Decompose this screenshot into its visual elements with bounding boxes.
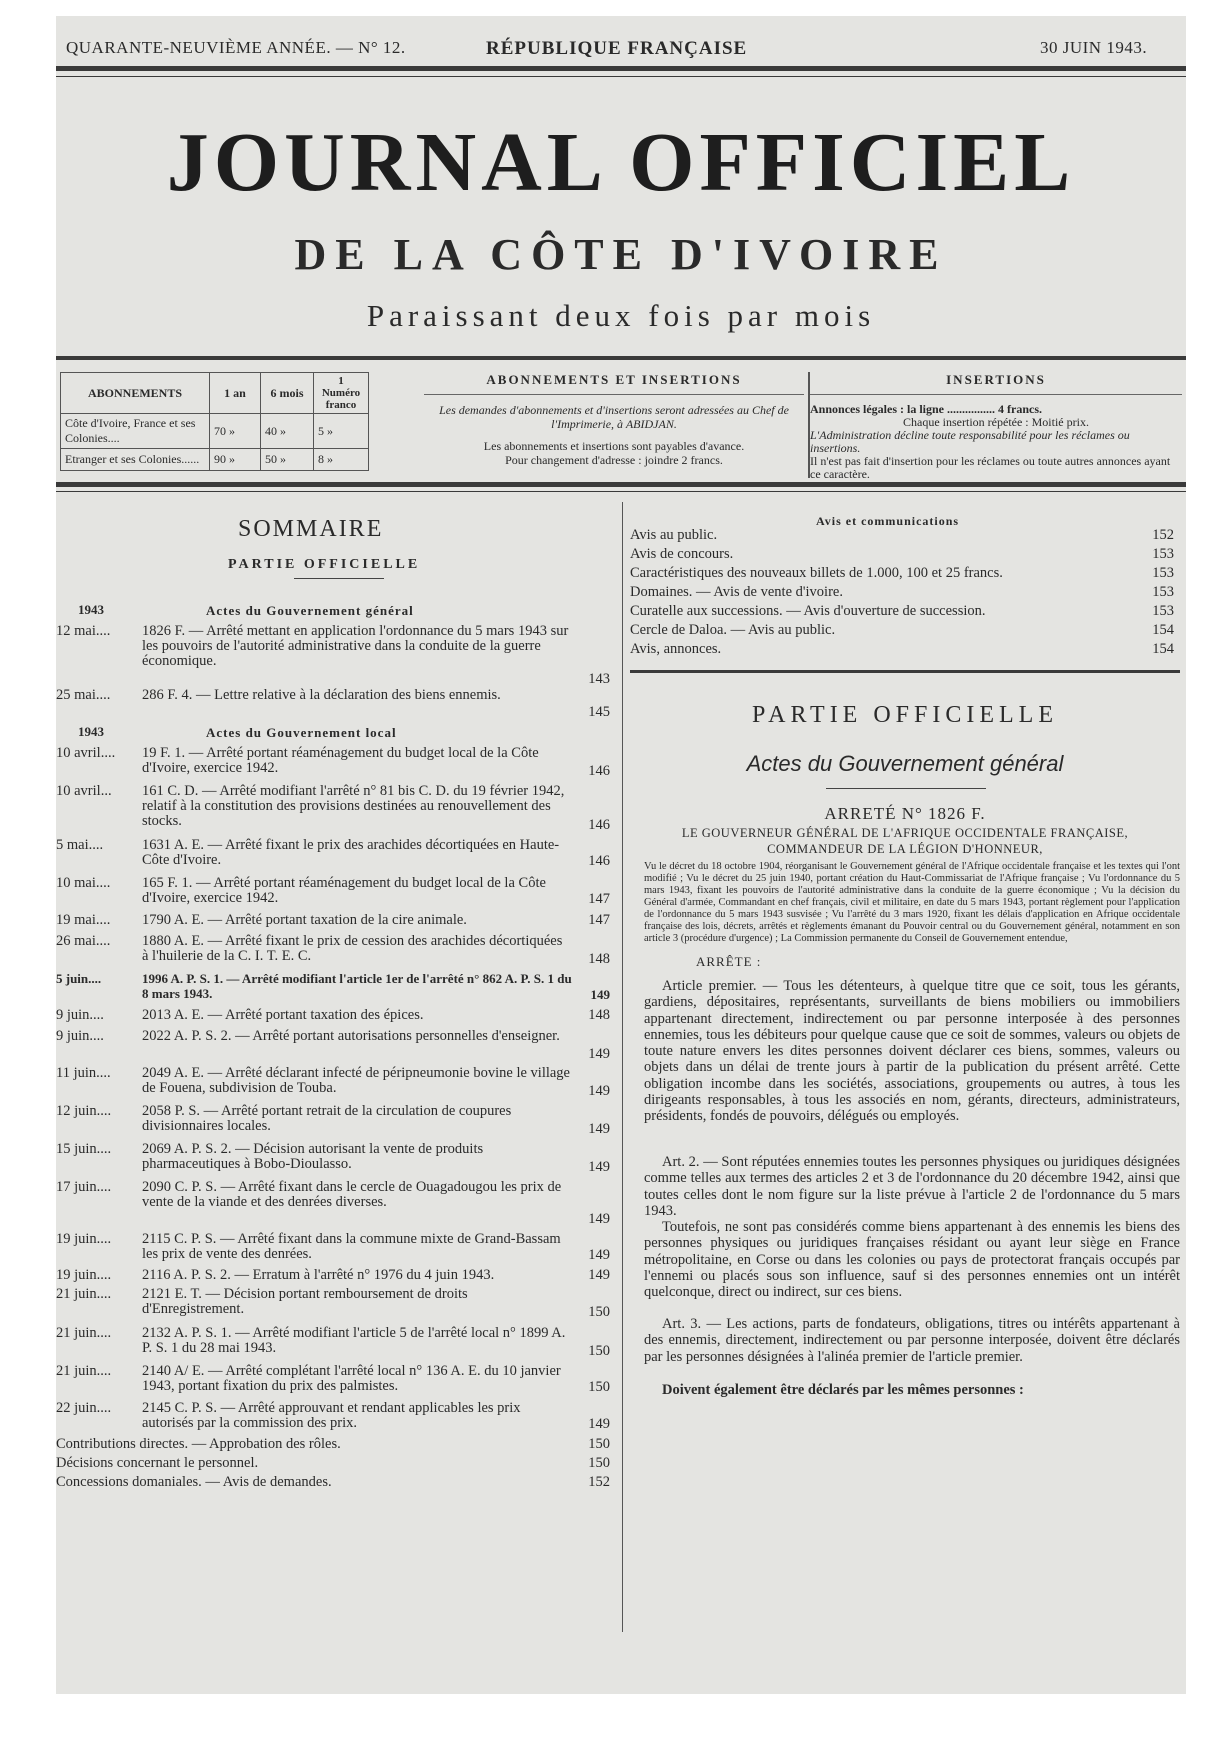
sub-row1-1an: 70 » — [210, 414, 261, 449]
avis-page: 153 — [1152, 603, 1174, 619]
sommaire-rule — [294, 578, 384, 579]
tail-page: 150 — [588, 1436, 610, 1452]
entry-date: 10 mai.... — [56, 875, 111, 891]
entry-text: 286 F. 4. — Lettre relative à la déclaration des biens ennemis. — [142, 687, 501, 703]
entry-page: 146 — [588, 817, 610, 833]
entry-text: 2140 A/ E. — Arrêté complétant l'arrêté local n° 136 A. E. du 10 janvier 1943, portant fixation du prix des palmistes. — [142, 1363, 561, 1394]
sub-header-numero: 1 Numéro franco — [314, 373, 369, 414]
sub-row1-label: Côte d'Ivoire, France et ses Colonies.... — [61, 414, 210, 449]
abonnements-line1: Les demandes d'abonnements et d'insertions seront adressées au Chef de l'Imprimerie, à ABIDJAN. — [439, 403, 789, 431]
avis-item — [630, 584, 1180, 601]
group1-title: Actes du Gouvernement général — [206, 603, 414, 618]
avis-text: Caractéristiques des nouveaux billets de 1.000, 100 et 25 francs. — [630, 565, 1003, 581]
entry-date: 19 juin.... — [56, 1267, 112, 1283]
masthead-subtitle: DE LA CÔTE D'IVOIRE — [294, 230, 948, 279]
avis-item — [630, 546, 1180, 563]
group2-title: Actes du Gouvernement local — [206, 725, 397, 740]
entry-page: 148 — [588, 1007, 610, 1023]
entry-date: 10 avril.... — [56, 745, 116, 761]
avis-item — [630, 603, 1180, 620]
entry-date: 10 avril... — [56, 783, 112, 799]
entry-text: 1996 A. P. S. 1. — Arrêté modifiant l'article 1er de l'arrêté n° 862 A. P. S. 1 du 8 mars 1943. — [142, 971, 572, 1001]
entry-page: 147 — [588, 891, 610, 907]
sommaire-partie: PARTIE OFFICIELLE — [228, 557, 421, 572]
insertions-line1: Annonces légales : la ligne ................ 4 francs. — [810, 402, 1042, 416]
avis-text: Cercle de Daloa. — Avis au public. — [630, 622, 836, 638]
abonnements-insertions-box — [424, 372, 804, 467]
masthead-title: JOURNAL OFFICIEL — [166, 116, 1076, 209]
group1-year: 1943 — [78, 602, 104, 617]
arrete-title: ARRETÉ N° 1826 F. — [824, 804, 986, 823]
article-3-suite: Doivent également être déclarés par les mêmes personnes : — [662, 1382, 1024, 1398]
subscription-table — [60, 372, 369, 471]
sub-header-1an: 1 an — [210, 373, 261, 414]
entry-page: 146 — [588, 853, 610, 869]
entry-text: 2145 C. P. S. — Arrêté approuvant et rendant applicables les prix autorisés par la commission des prix. — [142, 1400, 521, 1431]
tail-page: 150 — [588, 1455, 610, 1471]
article-premier: Article premier. — Tous les détenteurs, à quelque titre que ce soit, tous les gérants, gardiens, dépositaires, représentants, surveillants de biens mobiliers ou immobiliers appartenant directement, indirectement ou par personne interposée à des personnes ennemies, tous les débiteurs pour quelque cause que ce soit de sommes, valeurs ou objets de toute nature envers les dites personnes doivent déclarer ces biens, sommes, valeurs ou objets dans un délai de trente jours à partir de la publication du présent arrêté. Cette obligation incombe dans les sociétés, associations, groupements ou autres, à tous les dirigeants responsables, à tous les associés en nom, gérants, directeurs, administrateurs, présidents, fondés de pouvoirs, délégués ou employés. — [644, 978, 1180, 1125]
entry-page: 149 — [588, 1121, 610, 1137]
sub-header-abonnements: ABONNEMENTS — [61, 373, 210, 414]
entry-text: 1826 F. — Arrêté mettant en application l'ordonnance du 5 mars 1943 sur les pouvoirs de l'autorité administrative dans la conduite de la guerre économique. — [142, 623, 569, 669]
sub-row2-1an: 90 » — [210, 449, 261, 471]
group2-year: 1943 — [78, 724, 104, 739]
entry-date: 5 juin.... — [56, 971, 102, 986]
column-divider — [622, 502, 623, 1632]
entry-page: 150 — [588, 1304, 610, 1320]
header-republique: RÉPUBLIQUE FRANÇAISE — [486, 38, 748, 59]
entry-date: 15 juin.... — [56, 1141, 112, 1157]
sub-row1-6mois: 40 » — [261, 414, 314, 449]
gouvernement-general-heading: Actes du Gouvernement général — [746, 751, 1064, 776]
box-bottom-rule — [56, 482, 1186, 487]
entry-date: 21 juin.... — [56, 1325, 112, 1341]
entry-page: 145 — [588, 704, 610, 720]
entry-page: 149 — [588, 1159, 610, 1175]
entry-page: 149 — [588, 1083, 610, 1099]
authority-line1: LE GOUVERNEUR GÉNÉRAL DE L'AFRIQUE OCCIDENTALE FRANÇAISE, — [681, 826, 1129, 840]
avis-rule — [630, 670, 1180, 673]
avis-page: 153 — [1152, 565, 1174, 581]
sub-header-6mois: 6 mois — [261, 373, 314, 414]
avis-item — [630, 641, 1180, 658]
entry-date: 11 juin.... — [56, 1065, 111, 1081]
entry-page: 149 — [588, 1247, 610, 1263]
header-rule — [56, 66, 1186, 71]
heading-rule — [826, 788, 986, 789]
avis-item — [630, 527, 1180, 544]
tail-text: Contributions directes. — Approbation des rôles. — [56, 1436, 341, 1452]
entry-text: 19 F. 1. — Arrêté portant réaménagement du budget local de la Côte d'Ivoire, exercice 1942. — [142, 745, 539, 776]
entry-text: 2132 A. P. S. 1. — Arrêté modifiant l'article 5 de l'arrêté local n° 1899 A. P. S. 1 du 28 mai 1943. — [142, 1325, 566, 1356]
entry-page: 150 — [588, 1343, 610, 1359]
avis-page: 153 — [1152, 584, 1174, 600]
entry-date: 17 juin.... — [56, 1179, 112, 1195]
entry-text: 161 C. D. — Arrêté modifiant l'arrêté n° 81 bis C. D. du 19 février 1942, relatif à la constitution des provisions destinées au renouvellement des stocks. — [142, 783, 565, 829]
insertions-title: INSERTIONS — [810, 372, 1182, 395]
entry-text: 2058 P. S. — Arrêté portant retrait de la circulation de coupures divisionnaires locales. — [142, 1103, 512, 1134]
arrete-label: ARRÊTE : — [696, 954, 762, 969]
entry-page: 149 — [588, 1046, 610, 1062]
entry-text: 165 F. 1. — Arrêté portant réaménagement du budget local de la Côte d'Ivoire, exercice 1942. — [142, 875, 546, 906]
entry-page: 149 — [588, 1267, 610, 1283]
sommaire-title: SOMMAIRE — [238, 516, 384, 542]
entry-page: 147 — [588, 912, 610, 928]
entry-text: 1631 A. E. — Arrêté fixant le prix des arachides décortiquées en Haute-Côte d'Ivoire. — [142, 837, 560, 868]
tail-page: 152 — [588, 1474, 610, 1490]
entry-date: 22 juin.... — [56, 1400, 112, 1416]
avis-title: Avis et communications — [816, 514, 960, 528]
entry-text: 2022 A. P. S. 2. — Arrêté portant autorisations personnelles d'enseigner. — [142, 1028, 560, 1044]
avis-page: 154 — [1152, 622, 1174, 638]
entry-date: 5 mai.... — [56, 837, 104, 853]
masthead-rule — [56, 356, 1186, 360]
article-2-toutefois: Toutefois, ne sont pas considérés comme biens appartenant à des ennemis les biens des personnes physiques ou juridiques françaises résidant ou ayant leur siège en France métropolitaine, en Corse ou dans les colonies ou pays de protectorat français occupés par l'ennemi ou placés sous son influence, sauf si des personnes ennemies ont un intérêt quelconque, direct ou indirect, sur ces biens. — [644, 1219, 1180, 1301]
avis-page: 152 — [1152, 527, 1174, 543]
entry-page: 150 — [588, 1379, 610, 1395]
entry-text: 2121 E. T. — Décision portant remboursement de droits d'Enregistrement. — [142, 1286, 468, 1317]
box-bottom-rule-thin — [56, 491, 1186, 492]
entry-page: 149 — [588, 1211, 610, 1227]
partie-officielle-title: PARTIE OFFICIELLE — [751, 702, 1058, 728]
avis-text: Avis de concours. — [630, 546, 734, 562]
entry-date: 19 mai.... — [56, 912, 111, 928]
entry-text: 2115 C. P. S. — Arrêté fixant dans la commune mixte de Grand-Bassam les prix de vente des denrées. — [142, 1231, 561, 1262]
header-rule-thin — [56, 76, 1186, 77]
entry-date: 21 juin.... — [56, 1286, 112, 1302]
insertions-line4: Il n'est pas fait d'insertion pour les réclames ou toute autres annonces ayant ce caractère. — [810, 454, 1171, 481]
entry-text: 1880 A. E. — Arrêté fixant le prix de cession des arachides décortiquées à l'huilerie de la C. I. T. E. C. — [142, 933, 563, 964]
entry-text: 2090 C. P. S. — Arrêté fixant dans le cercle de Ouagadougou les prix de vente de la viande et des denrées diverses. — [142, 1179, 562, 1210]
sub-row2-6mois: 50 » — [261, 449, 314, 471]
entry-text: 2116 A. P. S. 2. — Erratum à l'arrêté n° 1976 du 4 juin 1943. — [142, 1267, 495, 1283]
entry-date: 25 mai.... — [56, 687, 111, 703]
insertions-line2: Chaque insertion répétée : Moitié prix. — [903, 415, 1089, 429]
entry-date: 12 juin.... — [56, 1103, 112, 1119]
entry-date: 26 mai.... — [56, 933, 111, 949]
journal-page — [56, 16, 1186, 1694]
abonnements-insertions-title: ABONNEMENTS ET INSERTIONS — [424, 372, 804, 395]
avis-page: 154 — [1152, 641, 1174, 657]
entry-page: 143 — [588, 671, 610, 687]
entry-date: 9 juin.... — [56, 1007, 104, 1023]
entry-page: 148 — [588, 951, 610, 967]
header-issue: QUARANTE-NEUVIÈME ANNÉE. — N° 12. — [66, 38, 406, 57]
header-date: 30 JUIN 1943. — [1040, 38, 1148, 57]
avis-page: 153 — [1152, 546, 1174, 562]
abonnements-line3: Pour changement d'adresse : joindre 2 francs. — [505, 453, 723, 467]
entry-date: 21 juin.... — [56, 1363, 112, 1379]
insertions-box — [810, 372, 1182, 481]
sub-row2-numero: 8 » — [314, 449, 369, 471]
insertions-line3: L'Administration décline toute responsabilité pour les réclames ou insertions. — [810, 428, 1130, 455]
authority-line2: COMMANDEUR DE LA LÉGION D'HONNEUR, — [767, 842, 1043, 856]
masthead-periodicity: Paraissant deux fois par mois — [366, 298, 876, 333]
article-3: Art. 3. — Les actions, parts de fondateurs, obligations, titres ou intérêts appartenant à des ennemis, directement, indirectement ou par personne interposée, doivent être déclarés par les personnes désignées à l'alinéa premier de l'article premier. — [644, 1316, 1180, 1365]
tail-text: Décisions concernant le personnel. — [56, 1455, 259, 1471]
vu-considerants: Vu le décret du 18 octobre 1904, réorganisant le Gouvernement général de l'Afrique occidentale française et les textes qui l'ont modifié ; Vu le décret du 25 juin 1940, portant création du Haut-Commissariat de l'Afrique française ; Vu l'ordonnance du 5 mars 1943, fixant les pouvoirs de l'autorité administrative dans la conduite de la guerre économique ; Vu la décision du Général d'armée, Commandant en chef français, civil et militaire, en date du 5 mars 1943, portant règlement pour l'application de l'ordonnance du 5 mars 1943 susvisée ; Vu l'arrêté du 3 mars 1920, fixant les délais d'application en Afrique occidentale française des lois, décrets, arrêtés et règlements émanant du Pouvoir central ou du Gouvernement général, notamment en son article 3 (procédure d'urgence) ; La Commission permanente du Conseil de Gouvernement entendue, — [644, 861, 1180, 944]
entry-date: 19 juin.... — [56, 1231, 112, 1247]
avis-text: Curatelle aux successions. — Avis d'ouverture de succession. — [630, 603, 986, 619]
entry-text: 2069 A. P. S. 2. — Décision autorisant la vente de produits pharmaceutiques à Bobo-Dioulasso. — [142, 1141, 484, 1172]
sub-row2-label: Etranger et ses Colonies...... — [61, 449, 210, 471]
avis-item — [630, 565, 1180, 582]
avis-item — [630, 622, 1180, 639]
avis-text: Avis, annonces. — [630, 641, 722, 657]
entry-text: 1790 A. E. — Arrêté portant taxation de la cire animale. — [142, 912, 467, 928]
entry-page: 146 — [588, 763, 610, 779]
article-2: Art. 2. — Sont réputées ennemies toutes les personnes physiques ou juridiques désignées comme telles aux termes des articles 2 et 3 de l'ordonnance du 20 décembre 1942, ainsi que toutes celles dont le nom figure sur la liste prévue à l'article 2 de l'ordonnance du 5 mars 1943. — [644, 1154, 1180, 1219]
entry-page: 149 — [588, 1416, 610, 1432]
sub-row1-numero: 5 » — [314, 414, 369, 449]
avis-text: Avis au public. — [630, 527, 718, 543]
entry-text: 2013 A. E. — Arrêté portant taxation des épices. — [142, 1007, 424, 1023]
abonnements-line2: Les abonnements et insertions sont payables d'avance. — [483, 439, 745, 453]
entry-text: 2049 A. E. — Arrêté déclarant infecté de péripneumonie bovine le village de Fouena, subdivision de Touba. — [142, 1065, 570, 1096]
entry-date: 9 juin.... — [56, 1028, 104, 1044]
tail-text: Concessions domaniales. — Avis de demandes. — [56, 1474, 332, 1490]
avis-text: Domaines. — Avis de vente d'ivoire. — [630, 584, 843, 600]
entry-page: 149 — [590, 987, 610, 1002]
entry-date: 12 mai.... — [56, 623, 111, 639]
